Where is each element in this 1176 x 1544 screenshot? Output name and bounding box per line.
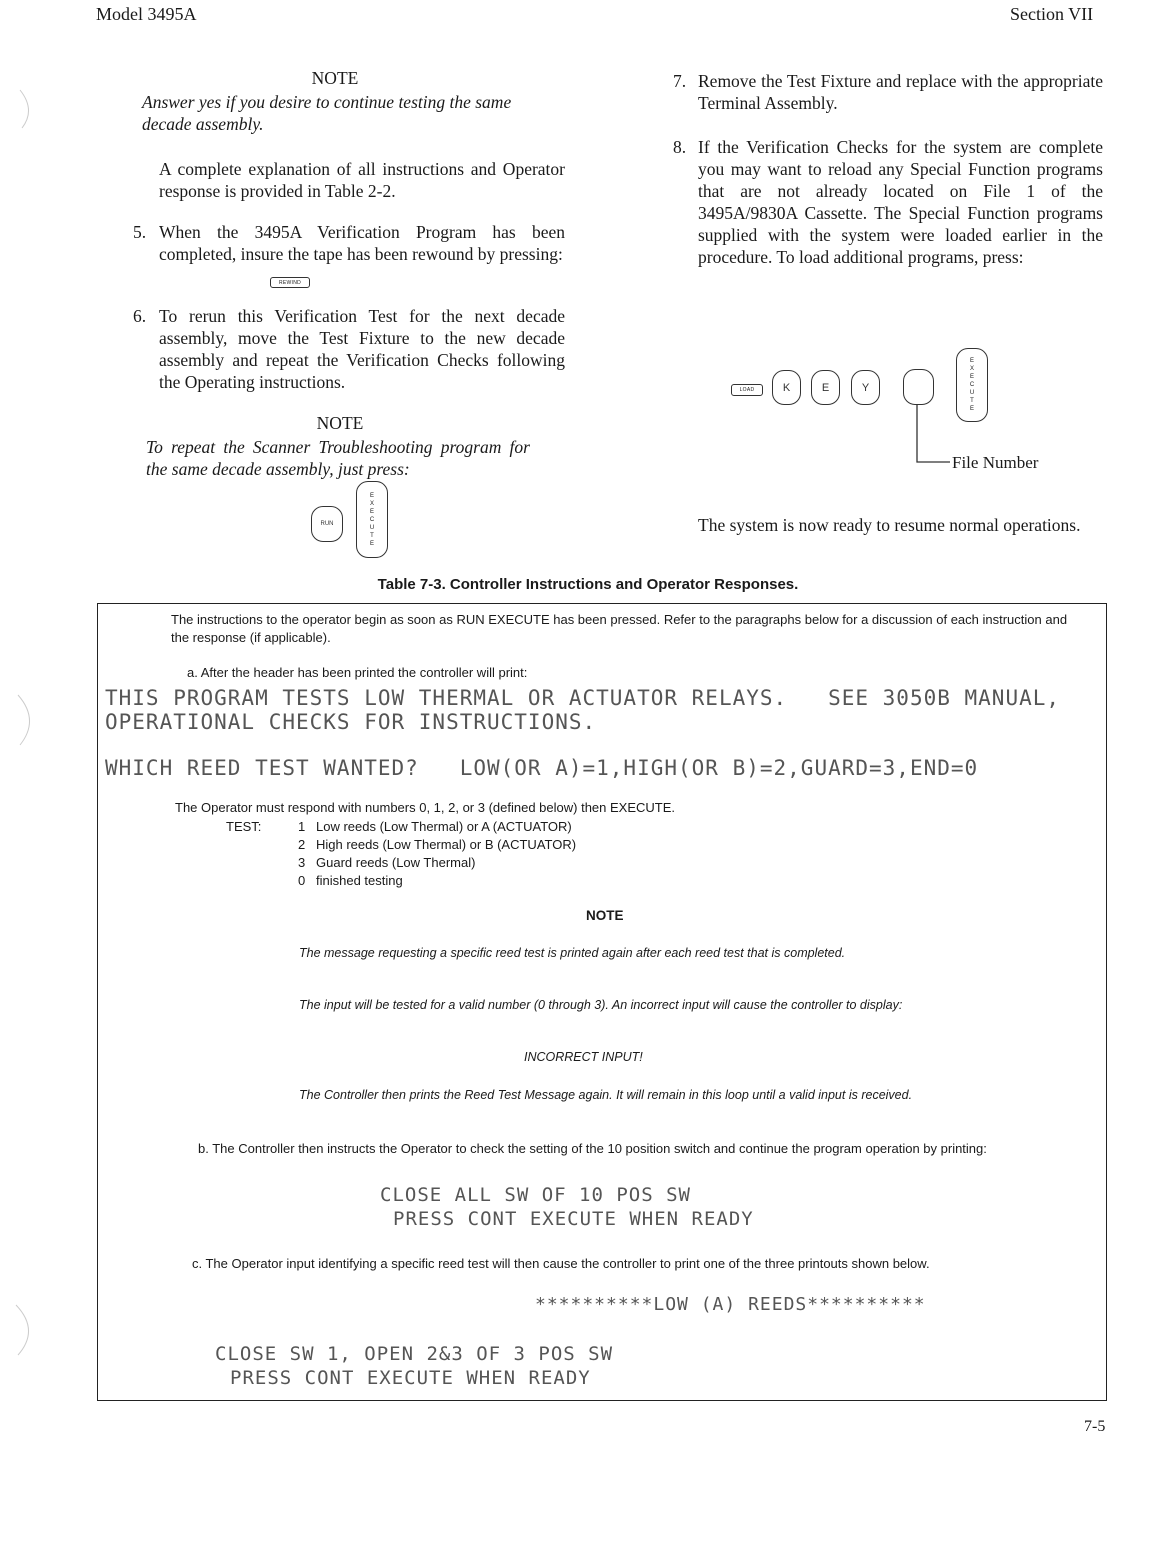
execute-key-letter: E: [369, 540, 374, 547]
printout-line: CLOSE SW 1, OPEN 2&3 OF 3 POS SW: [215, 1343, 614, 1365]
table-title: Table 7-3. Controller Instructions and Operator Responses.: [377, 576, 799, 593]
printout-line: PRESS CONT EXECUTE WHEN READY: [393, 1208, 754, 1230]
execute-key-2: [956, 348, 988, 422]
item5-text: When the 3495A Verification Program has been completed, insure the tape has been rewound by pressing:: [159, 222, 565, 264]
test-number: 2: [298, 837, 306, 852]
test-description: Low reeds (Low Thermal) or A (ACTUATOR): [316, 819, 572, 834]
execute-key: [356, 481, 388, 558]
item7-number: 7.: [673, 71, 687, 91]
execute-key-letter: E: [969, 374, 974, 380]
header-section: Section VII: [1010, 4, 1094, 24]
incorrect-input-message: INCORRECT INPUT!: [524, 1050, 643, 1064]
printout-line: CLOSE ALL SW OF 10 POS SW: [380, 1184, 691, 1206]
file-number-label: File Number: [952, 453, 1039, 472]
header-model: Model 3495A: [96, 4, 197, 24]
test-description: High reeds (Low Thermal) or B (ACTUATOR): [316, 837, 577, 852]
item6-text: To rerun this Verification Test for the next decade assembly, move the Test Fixture to the new decade assembly and repeat the Verification Checks following the Operating instructions.: [159, 306, 565, 392]
y-key: Y: [851, 370, 880, 405]
execute-key-letter: C: [969, 382, 975, 388]
para-a-text: a. After the header has been printed the controller will print:: [187, 665, 528, 680]
file-number-pointer: [912, 404, 952, 466]
execute-key-letter: E: [969, 358, 974, 364]
note1-text: Answer yes if you desire to continue testing the same decade assembly.: [142, 92, 512, 134]
execute-key-letter: C: [369, 516, 375, 523]
execute-key-letter: U: [369, 524, 375, 531]
test-number: 0: [298, 873, 306, 888]
execute-key-letter: X: [969, 366, 974, 372]
execute-key-letter: U: [969, 390, 975, 396]
table-intro: The instructions to the operator begin as soon as RUN EXECUTE has been pressed. Refer to the paragraphs below for a discussion of each instruction and the response (if applicable).: [171, 612, 1068, 645]
note1-heading: NOTE: [311, 68, 359, 88]
execute-key-letter: X: [369, 500, 374, 507]
note2-text: To repeat the Scanner Troubleshooting program for the same decade assembly, just press:: [146, 437, 530, 479]
test-label: TEST:: [226, 819, 262, 834]
execute-key-letter: T: [370, 532, 374, 539]
note2-heading: NOTE: [316, 413, 364, 433]
test-number: 3: [298, 855, 306, 870]
printout-line: THIS PROGRAM TESTS LOW THERMAL OR ACTUATOR RELAYS. SEE 3050B MANUAL,: [105, 686, 1061, 710]
printout-line: WHICH REED TEST WANTED? LOW(OR A)=1,HIGH(OR B)=2,GUARD=3,END=0: [105, 756, 979, 780]
execute-key-letter: E: [969, 406, 974, 412]
file-number-key: [903, 369, 934, 405]
e-key: E: [811, 370, 840, 405]
page-number: 7-5: [1084, 1418, 1106, 1435]
item8-text: If the Verification Checks for the system are complete you may want to reload any Special Function programs that are not already located on File 1 of the 3495A/9830A Cassette. The Special Function programs supplied with the system were loaded earlier in the procedure. To load additional programs, press:: [698, 137, 1103, 267]
item7-text: Remove the Test Fixture and replace with the appropriate Terminal Assembly.: [698, 71, 1103, 113]
respond-text: The Operator must respond with numbers 0, 1, 2, or 3 (defined below) then EXECUTE.: [175, 800, 676, 815]
test-number: 1: [298, 819, 306, 834]
execute-key-letter: E: [369, 492, 374, 499]
scan-hole-marks: [0, 80, 40, 1380]
test-description: Guard reeds (Low Thermal): [316, 855, 476, 870]
rewind-key: REWIND: [270, 277, 310, 288]
test-description: finished testing: [316, 873, 403, 888]
execute-key-letter: T: [970, 398, 974, 404]
para-b-text: b. The Controller then instructs the Operator to check the setting of the 10 position switch and continue the program operation by printing:: [198, 1141, 987, 1156]
printout-line: OPERATIONAL CHECKS FOR INSTRUCTIONS.: [105, 710, 597, 734]
printout-line: **********LOW (A) REEDS**********: [535, 1294, 926, 1315]
item5-number: 5.: [133, 222, 147, 242]
execute-key-letter: E: [369, 508, 374, 515]
ready-text: The system is now ready to resume normal operations.: [698, 515, 1081, 535]
table-note-paragraph: The input will be tested for a valid number (0 through 3). An incorrect input will cause the controller to display:: [299, 998, 903, 1012]
explanation-text: A complete explanation of all instructions and Operator response is provided in Table 2-2.: [159, 159, 565, 201]
para-c-text: c. The Operator input identifying a specific reed test will then cause the controller to print one of the three printouts shown below.: [192, 1256, 930, 1271]
k-key: K: [772, 370, 801, 405]
table-note-paragraph: The message requesting a specific reed test is printed again after each reed test that is completed.: [299, 946, 846, 960]
table-note-paragraph: The Controller then prints the Reed Test Message again. It will remain in this loop until a valid input is received.: [299, 1088, 913, 1102]
item8-number: 8.: [673, 137, 687, 157]
item6-number: 6.: [133, 306, 147, 326]
table-note-heading: NOTE: [586, 908, 624, 923]
run-key: RUN: [311, 506, 343, 542]
load-key: LOAD: [731, 384, 763, 396]
printout-line: PRESS CONT EXECUTE WHEN READY: [230, 1367, 591, 1389]
